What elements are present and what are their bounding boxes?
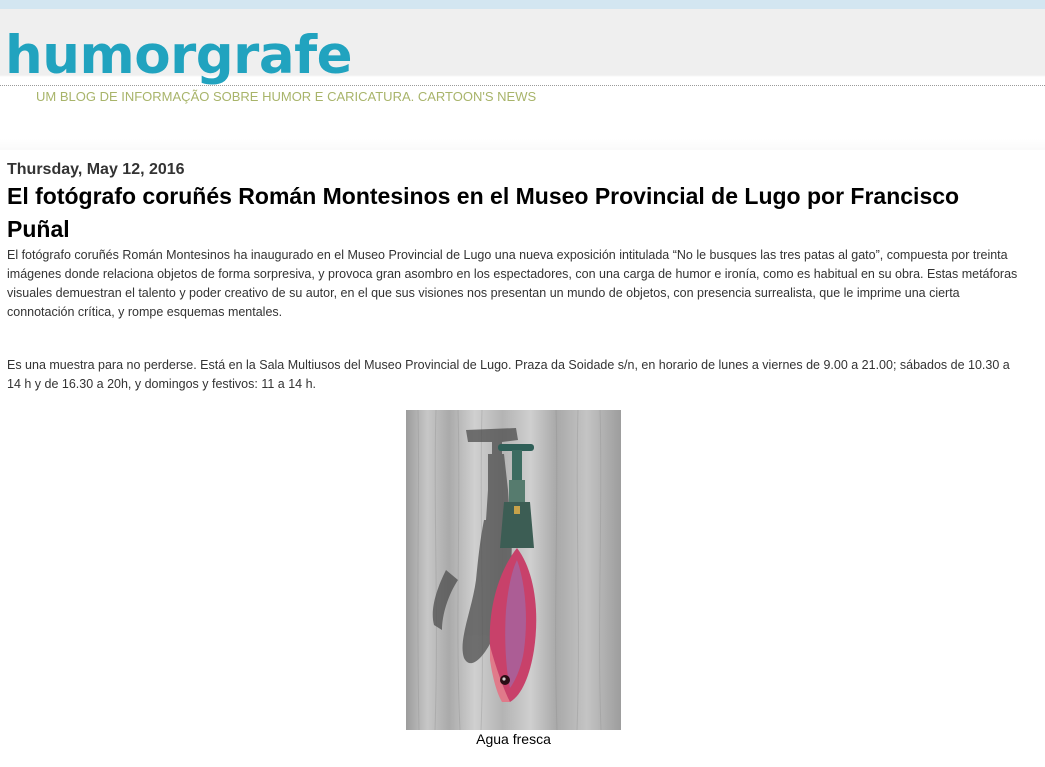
post-title[interactable]: El fotógrafo coruñés Román Montesinos en el Museo Provincial de Lugo por Francisco Puñal: [7, 183, 960, 242]
blog-description: UM BLOG DE INFORMAÇÃO SOBRE HUMOR E CARICATURA. CARTOON'S NEWS: [36, 89, 537, 104]
blog-title[interactable]: humorgrafe: [5, 25, 353, 86]
post-image[interactable]: [406, 410, 621, 730]
post-body: [7, 246, 1027, 394]
image-caption: Agua fresca: [476, 731, 551, 747]
post-paragraph: Es una muestra para no perderse. Está en la Sala Multiusos del Museo Provincial de Lugo. Praza da Soidade s/n, en horario de lunes a viernes de 9.00 a 21.00; sábados de 10.30 a 14 h y de 16.30 a 20h, y domingos y festivos: 11 a 14 h.: [7, 358, 1010, 391]
faucet-fish-photo: [406, 410, 621, 730]
top-strip: [0, 0, 1045, 9]
post-paragraph: El fotógrafo coruñés Román Montesinos ha inaugurado en el Museo Provincial de Lugo una nueva exposición intitulada “No le busques las tres patas al gato”, compuesta por treinta imágenes donde relaciona objetos de forma sorpresiva, y provoca gran asombro en los espectadores, con una carga de humor e ironía, como es habitual en su obra. Estas metáforas visuales demuestran el talento y poder creativo de su autor, en el que sus visiones nos presentan un mundo de objetos, con presencia surrealista, que le imprime una cierta connotación crítica, y rompe esquemas mentales.: [7, 248, 1018, 319]
post-date: Thursday, May 12, 2016: [7, 161, 185, 178]
